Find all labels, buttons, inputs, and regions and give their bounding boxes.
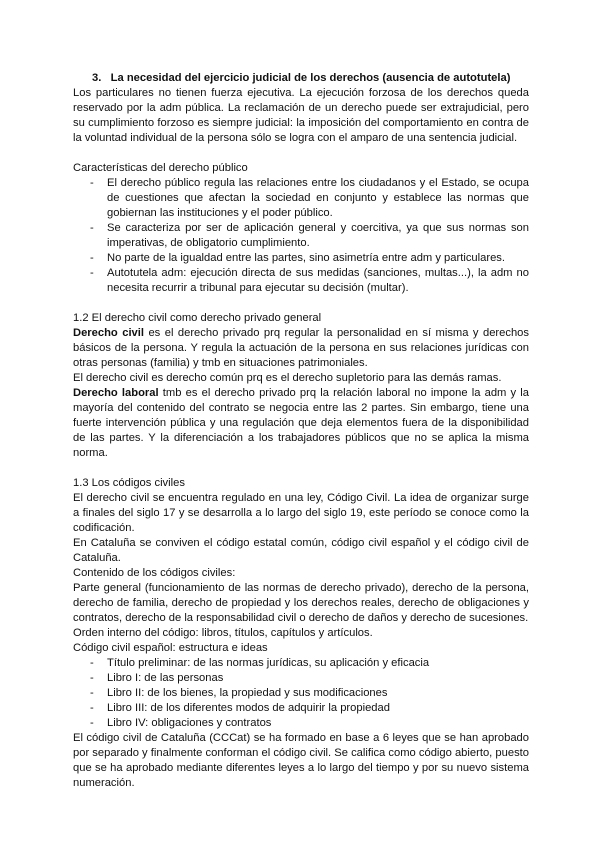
codigos-heading: 1.3 Los códigos civiles [73,477,185,489]
term-derecho-laboral: Derecho laboral [73,387,159,399]
list-item: - Título preliminar: de las normas jurídicas, su aplicación y eficacia [73,656,529,671]
codigos-paragraph-5: Orden interno del código: libros, títulos, capítulos y artículos. [73,627,373,639]
section-number: 3. [92,72,102,84]
term-derecho-civil: Derecho civil [73,327,144,339]
document-page [73,71,529,791]
codigos-paragraph-6: Código civil español: estructura e ideas [73,642,268,654]
civil-paragraph-3 [73,386,529,461]
codigos-paragraph-2: En Cataluña se conviven el código estatal común, código civil español y el código civil de Cataluña. [73,537,529,564]
codigos-paragraph-3: Contenido de los códigos civiles: [73,567,236,579]
codigos-paragraph-7: El código civil de Cataluña (CCCat) se ha formado en base a 6 leyes que se han aprobado por separado y finalmente conforman el código civil. Se califica como código abierto, puesto que se ha aprobado mediante diferentes leyes a lo largo del tiempo y por su nuevo sistema numeración. [73,732,529,789]
codigos-paragraph-4: Parte general (funcionamiento de las normas de derecho privado), derecho de la persona, derecho de familia, derecho de propiedad y los derechos reales, derecho de obligaciones y contratos, derecho de la responsabilidad civil o derecho de daños y derecho de sucesiones. [73,582,529,624]
civil-paragraph-2: El derecho civil es derecho común prq es el derecho supletorio para las demás ramas. [73,372,502,384]
civil-heading: 1.2 El derecho civil como derecho privado general [73,312,322,324]
civil-paragraph-1-text: es el derecho privado prq regular la personalidad en sí misma y derechos básicos de la persona. Y regula la actuación de la persona en sus relaciones jurídicas con otras personas (familia) y tmb en situaciones patrimoniales. [73,327,529,369]
list-item: - No parte de la igualdad entre las partes, sino asimetría entre adm y particulares. [73,251,529,266]
civil-paragraph-1 [73,326,529,371]
section-3-paragraph: Los particulares no tienen fuerza ejecutiva. La ejecución forzosa de los derechos queda reservado por la adm pública. La reclamación de un derecho puede ser extrajudicial, pero su cumplimiento forzoso es siempre judicial: la imposición del comportamiento en contra de la voluntad individual de la persona sólo se logra con el amparo de una sentencia judicial. [73,87,529,144]
publico-list [73,176,529,296]
list-item: - El derecho público regula las relaciones entre los ciudadanos y el Estado, se ocupa de cuestiones que afectan la sociedad en conjunto y establece las normas que gobiernan las instituciones y el poder público. [73,176,529,221]
list-item: - Libro II: de los bienes, la propiedad y sus modificaciones [73,686,529,701]
publico-heading: Características del derecho público [73,162,248,174]
list-item: - Libro IV: obligaciones y contratos [73,716,529,731]
section-title: La necesidad del ejercicio judicial de los derechos (ausencia de autotutela) [110,72,511,84]
codigos-paragraph-1: El derecho civil se encuentra regulado en una ley, Código Civil. La idea de organizar surge a finales del siglo 17 y se desarrolla a lo largo del siglo 19, este período se conoce como la codificación. [73,492,529,534]
list-item: - Libro III: de los diferentes modos de adquirir la propiedad [73,701,529,716]
codigo-espanol-list [73,656,529,731]
section-3-heading [73,71,529,86]
civil-paragraph-3-text: tmb es el derecho privado prq la relación laboral no impone la adm y la mayoría del contenido del contrato se negocia entre las 2 partes. Sin embargo, tiene una fuerte intervención pública y una regulación que deja elementos fuera de la disponibilidad de las partes. Y la diferenciación a los trabajadores públicos que no se aplica la misma norma. [73,387,529,459]
list-item: - Libro I: de las personas [73,671,529,686]
list-item: - Se caracteriza por ser de aplicación general y coercitiva, ya que sus normas son imperativas, de obligatorio cumplimiento. [73,221,529,251]
list-item: - Autotutela adm: ejecución directa de sus medidas (sanciones, multas...), la adm no necesita recurrir a tribunal para ejecutar su decisión (multar). [73,266,529,296]
